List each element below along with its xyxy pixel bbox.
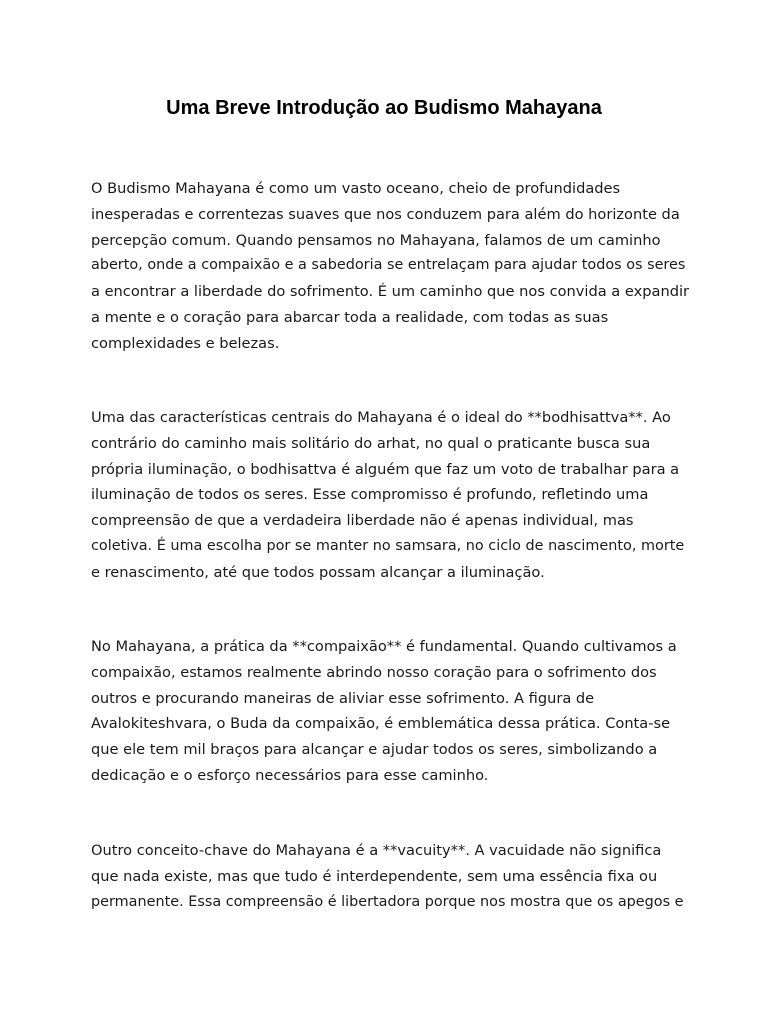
paragraph-3: [91, 634, 691, 789]
paragraph-line: iluminação de todos os seres. Esse compromisso é profundo, refletindo uma: [91, 486, 649, 504]
paragraph-line: inesperadas e correntezas suaves que nos conduzem para além do horizonte da: [91, 205, 680, 223]
paragraph-line: que ele tem mil braços para alcançar e ajudar todos os seres, simbolizando a: [91, 741, 658, 759]
paragraph-line: própria iluminação, o bodhisattva é alguém que faz um voto de trabalhar para a: [91, 460, 680, 478]
paragraph-line: No Mahayana, a prática da **compaixão** é fundamental. Quando cultivamos a: [91, 638, 677, 655]
paragraph-line: outros e procurando maneiras de aliviar esse sofrimento. A figura de: [91, 689, 595, 707]
paragraph-line: Avalokiteshvara, o Buda da compaixão, é emblemática dessa prática. Conta-se: [91, 715, 671, 733]
paragraph-line: contrário do caminho mais solitário do arhat, no qual o praticante busca sua: [91, 434, 651, 452]
paragraph-line: compaixão, estamos realmente abrindo nosso coração para o sofrimento dos: [91, 663, 657, 681]
paragraph-line: a encontrar a liberdade do sofrimento. É um caminho que nos convida a expandir: [91, 283, 690, 301]
paragraph-line: percepção comum. Quando pensamos no Mahayana, falamos de um caminho: [91, 231, 661, 249]
document-title: Uma Breve Introdução ao Budismo Mahayana: [166, 97, 602, 119]
paragraph-line: permanente. Essa compreensão é libertadora porque nos mostra que os apegos e: [91, 893, 684, 910]
paragraph-line: O Budismo Mahayana é como um vasto oceano, cheio de profundidades: [91, 180, 621, 197]
paragraph-line: complexidades e belezas.: [91, 334, 280, 352]
paragraph-2: [91, 405, 691, 586]
paragraph-line: Outro conceito-chave do Mahayana é a **vacuity**. A vacuidade não significa: [91, 842, 662, 859]
paragraph-4: [91, 838, 691, 915]
paragraph-line: que nada existe, mas que tudo é interdependente, sem uma essência fixa ou: [91, 867, 658, 885]
paragraph-line: a mente e o coração para abarcar toda a realidade, com todas as suas: [91, 308, 609, 326]
paragraph-line: compreensão de que a verdadeira liberdade não é apenas individual, mas: [91, 512, 634, 530]
paragraph-line: aberto, onde a compaixão e a sabedoria se entrelaçam para ajudar todos os seres: [91, 257, 686, 274]
paragraph-line: dedicação e o esforço necessários para esse caminho.: [91, 766, 489, 784]
paragraph-line: Uma das características centrais do Mahayana é o ideal do **bodhisattva**. Ao: [91, 409, 671, 426]
paragraph-line: coletiva. É uma escolha por se manter no samsara, no ciclo de nascimento, morte: [91, 537, 685, 554]
paragraph-line: e renascimento, até que todos possam alcançar a iluminação.: [91, 563, 545, 581]
paragraph-1: [91, 176, 691, 357]
